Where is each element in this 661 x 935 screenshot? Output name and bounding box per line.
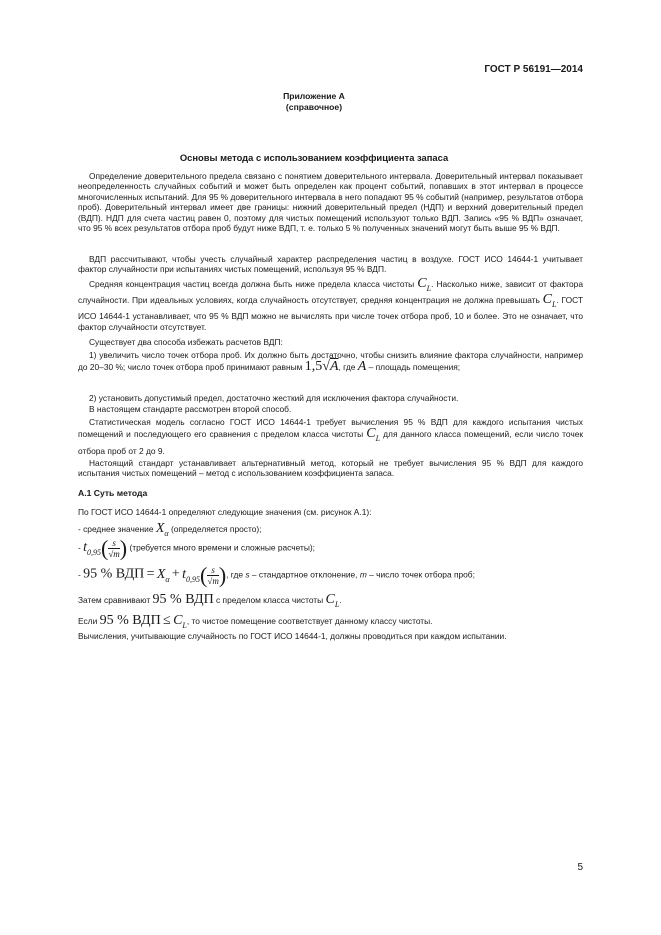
t-symbol: $t_{0,95}$ xyxy=(83,539,102,557)
section-title: Основы метода с использованием коэффициента запаса xyxy=(179,152,449,163)
paragraph-way-2: 2) установить допустимый предел, достаточно жесткий для исключения фактора случайности. xyxy=(89,393,459,403)
calculation-note: Вычисления, учитывающие случайность по ГОСТ ИСО 14644-1, должны проводиться при каждом испытании. xyxy=(78,631,507,641)
subsection-title: А.1 Суть метода xyxy=(78,488,148,498)
subsection-intro: По ГОСТ ИСО 14644-1 определяют следующие значения (см. рисунок А.1): xyxy=(78,507,372,517)
cl-symbol: $C_L$ xyxy=(325,592,340,609)
item-mean-value: - среднее значение $X_\alpha$ (определяется просто); xyxy=(78,521,262,538)
paragraph-alternative-method: Настоящий стандарт устанавливает альтернативный метод, который не требует вычисления 95 % ВДП для каждого испытания чистых помещений – метод с использованием коэффициента запаса. xyxy=(78,458,583,479)
condition-line: Если 95 % ВДП ≤ $C_L$, то чистое помещение соответствует данному классу чистоты. xyxy=(78,613,433,630)
area-symbol: A xyxy=(357,359,367,374)
cl-symbol: $C_L$ xyxy=(366,426,381,443)
document-id: ГОСТ Р 56191—2014 xyxy=(484,64,583,75)
appendix-title: Приложение А xyxy=(283,91,345,101)
item-t-statistic: - $t_{0,95}$( $\frac{s}{√m}$ ) (требуется много времени и сложные расчеты); xyxy=(78,535,315,561)
page-number: 5 xyxy=(577,862,583,873)
paragraph-way-1: 1) увеличить число точек отбора проб. Их должно быть достаточно, чтобы снизить влияние фактора случайности, например до 20–30 %; число точек отбора проб принимают равным 1,5√A, где A – площадь помещения; xyxy=(78,350,583,374)
paragraph-vdp-purpose: ВДП рассчитывают, чтобы учесть случайный характер распределения частиц в воздухе. ГОСТ ИСО 14644-1 учитывает фактор случайности при испытаниях чистых помещений, используя 95 % ВДП. xyxy=(78,254,583,275)
cl-symbol: $C_L$ xyxy=(542,292,557,310)
paragraph-mean-concentration: Средняя концентрация частиц всегда должна быть ниже предела класса чистоты $C_L$. Насколько ниже, зависит от фактора случайности. При идеальных условиях, когда случайность отсутствует, средняя концентрация не должна превышать $C_L$. ГОСТ ИСО 14644-1 устанавливает, что 95 % ВДП можно не вычислять при числе точек отбора проб, 10 и более. Это не означает, что фактор случайности отсутствует. xyxy=(78,276,584,333)
s-over-sqrt-m: $\frac{s}{√m}$ xyxy=(108,538,120,559)
paragraph-two-ways: Существует два способа избежать расчетов ВДП: xyxy=(89,337,283,347)
cl-symbol: $C_L$ xyxy=(417,276,432,293)
cl-symbol: $C_L$ xyxy=(173,613,187,630)
sqrt-area-formula: 1,5√A xyxy=(304,359,339,374)
appendix-subtitle: (справочное) xyxy=(285,102,343,112)
paragraph-second-way-chosen: В настоящем стандарте рассмотрен второй способ. xyxy=(89,404,292,414)
x-alpha-symbol: $X_\alpha$ xyxy=(155,521,169,538)
compare-line: Затем сравнивают 95 % ВДП с пределом класса чистоты $C_L$. xyxy=(78,592,342,609)
item-vdp-formula: - 95 % ВДП = $X_\alpha + t_{0,95}$( $\frac{s}{√m}$ ), где s – стандартное отклонение, m – число точек отбора проб; xyxy=(78,562,475,588)
paragraph-confidence-interval: Определение доверительного предела связано с понятием доверительного интервала. Доверительный интервал показывает неопределенность случайных событий и может быть определен как процент событий, попавших в этот интервал в процессе многочисленных испытаний. Для 95 % доверительного интервала в него попадают 95 % событий (например, результатов отбора проб). Доверительный интервал имеет две границы: нижний доверительный предел (НДП) и верхний доверительный предел (ВДП). НДП для счета частиц равен 0, поэтому для чистых помещений используют только ВДП. Запись «95 % ВДП» означает, что 95 % всех результатов отбора проб будут ниже ВДП, т. е. только 5 % полученных значений могут быть выше 95 % ВДП. xyxy=(78,171,583,234)
s-over-sqrt-m: $\frac{s}{√m}$ xyxy=(207,565,219,586)
paragraph-statistical-model: Статистическая модель согласно ГОСТ ИСО 14644-1 требует вычисления 95 % ВДП для каждого испытания чистых помещений и последующего его сравнения с пределом класса чистоты $C_L$ для данного класса помещений, если число точек отбора проб от 2 до 9. xyxy=(78,417,584,456)
